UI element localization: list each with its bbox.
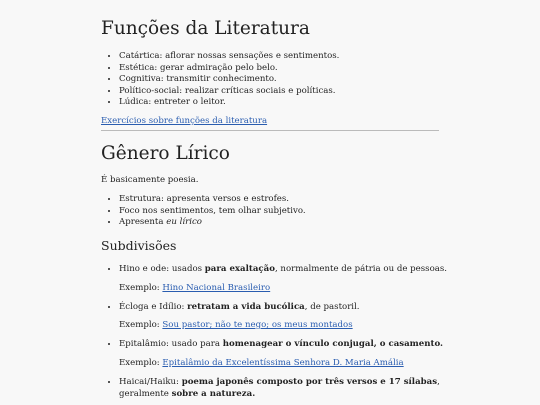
- intro-text: É basicamente poesia.: [101, 175, 199, 185]
- list-item: • Catártica: aflorar nossas sensações e sentimentos.: [119, 51, 457, 63]
- example-label: Exemplo:: [119, 320, 163, 330]
- item-bold: sobre a natureza.: [171, 388, 256, 399]
- subdivisoes-list: [101, 339, 457, 351]
- item-text: Apresenta: [119, 217, 167, 228]
- list-item: • Lúdica: entreter o leitor.: [119, 97, 457, 109]
- heading-funcoes: Funções da Literatura: [101, 18, 310, 39]
- funcoes-list: [101, 51, 457, 109]
- item-bold: retratam a vida bucólica: [187, 302, 305, 312]
- example-label: Exemplo:: [119, 358, 163, 368]
- list-item: • Estética: gerar admiração pelo belo.: [119, 63, 457, 75]
- example-link-hino[interactable]: Hino Nacional Brasileiro: [162, 283, 271, 293]
- item-text: , normalmente de pátria ou de pessoas.: [274, 264, 448, 274]
- subdivisoes-list: [101, 302, 457, 314]
- list-item-egloga: [119, 302, 457, 314]
- item-bold: para exaltação: [204, 264, 275, 274]
- item-emphasis: eu lírico: [166, 217, 202, 228]
- list-item: [119, 217, 457, 229]
- item-text: , de pastoril.: [304, 302, 360, 312]
- lirico-list: [101, 194, 457, 229]
- section-divider: [101, 130, 439, 131]
- list-item-epitalamio: [119, 339, 457, 351]
- list-item: • Estrutura: apresenta versos e estrofes.: [119, 194, 457, 206]
- item-bold: poema japonês composto por três versos e 17 sílabas: [181, 377, 438, 387]
- item-text: , geralmente: [119, 377, 440, 399]
- example-link-egloga[interactable]: Sou pastor; não te nego; os meus montados: [162, 320, 353, 330]
- example-hino: [101, 283, 270, 295]
- item-text: Epitalâmio: usado para: [119, 339, 223, 349]
- heading-genero-lirico: Gênero Lírico: [101, 143, 230, 164]
- example-link-epitalamio[interactable]: Epitalâmio da Excelentíssima Senhora D. Maria Amália: [162, 358, 404, 368]
- subdivisoes-list: [101, 377, 457, 400]
- list-item-hino: [119, 264, 457, 276]
- example-epitalamio: [101, 358, 404, 370]
- example-egloga: [101, 320, 353, 332]
- subdivisoes-list: [101, 264, 457, 276]
- item-bold: homenagear o vínculo conjugal, o casamento.: [222, 339, 444, 349]
- heading-subdivisoes: Subdivisões: [101, 238, 177, 253]
- item-text: Écloga e Idílio:: [119, 302, 188, 312]
- item-text: Haicai/Haiku:: [119, 377, 182, 387]
- list-item: • Político-social: realizar críticas sociais e políticas.: [119, 86, 457, 98]
- example-label: Exemplo:: [119, 283, 163, 293]
- list-item: • Cognitiva: transmitir conhecimento.: [119, 74, 457, 86]
- item-text: Hino e ode: usados: [119, 264, 205, 274]
- list-item: • Foco nos sentimentos, tem olhar subjetivo.: [119, 206, 457, 218]
- exercicios-link[interactable]: Exercícios sobre funções da literatura: [101, 116, 268, 126]
- list-item-haicai: [119, 377, 457, 400]
